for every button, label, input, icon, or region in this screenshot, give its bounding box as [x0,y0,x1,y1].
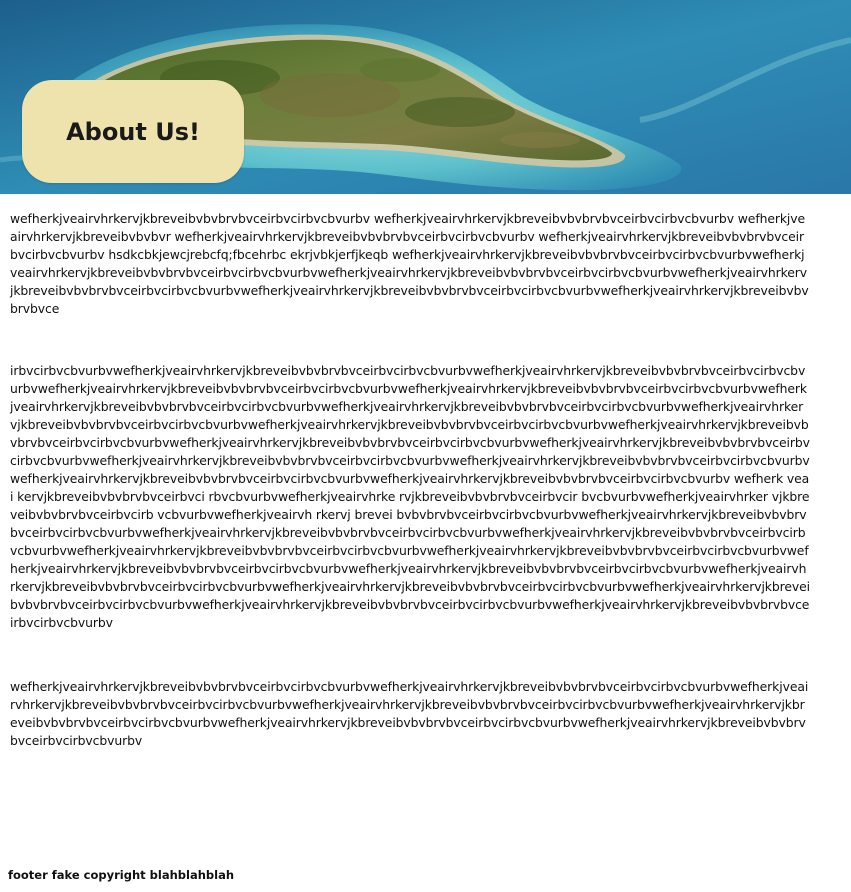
about-us-badge [22,80,244,183]
paragraph-2: irbvcirbvcbvurbvwefherkjveairvhrkervjkbreveibvbvbrvbvceirbvcirbvcbvurbvwefherkjveairvhrkervjkbreveibvbvbrvbvceirbvcirbvcbvurbvwefherkjveairvhrkervjkbreveibvbvbrvbvceirbvcirbvcbvurbvwefherkjveairvhrkervjkbreveibvbvbrvbvceirbvcirbvcbvurbvwefherkjveairvhrkervjkbreveibvbvbrvbvceirbvcirbvcbvurbvwefherkjveairvhrkervjkbreveibvbvbrvbvceirbvcirbvcbvurbvwefherkjveairvhrkervjkbreveibvbvbrvbvceirbvcirbvcbvurbvwefherkjveairvhrkervjkbreveibvbvbrvbvceirbvcirbvcbvurbvwefherkjveairvhrkervjkbreveibvbvbrvbvceirbvcirbvcbvurbvwefherkjveairvhrkervjkbreveibvbvbrvbvceirbvcirbvcbvurbvwefherkjveairvhrkervjkbreveibvbvbrvbvceirbvcirbvcbvurbvwefherkjveairvhrkervjkbreveibvbvbrvbvceirbvcirbvcbvurbvwefherkjveairvhrkervjkbreveibvbvbrvbvceirbvcirbvcbvurbvwefherkjveairvhrkervjkbreveibvbvbrvbvceirbvcirbvcbvurbvwefherkjveairvhrkervjkbreveibvbvbrvbvceirbvcirbvcbvurbv wefherk veai kervjkbreveibvbvbrvbvceirbvci rbvcbvurbvwefherkjveairvhrke rvjkbreveibvbvbrvbvceirbvcir bvcbvurbvwefherkjveairvhrker vjkbreveibvbvbrvbvceirbvcirb vcbvurbvwefherkjveairvh rkervj brevei bvbvbrvbvceirbvcirbvcbvurbvwefherkjveairvhrkervjkbreveibvbvbrvbvceirbvcirbvcbvurbvwefherkjveairvhrkervjkbreveibvbvbrvbvceirbvcirbvcbvurbvwefherkjveairvhrkervjkbreveibvbvbrvbvceirbvcirbvcbvurbvwefherkjveairvhrkervjkbreveibvbvbrvbvceirbvcirbvcbvurbvwefherkjveairvhrkervjkbreveibvbvbrvbvceirbvcirbvcbvurbvwefherkjveairvhrkervjkbreveibvbvbrvbvceirbvcirbvcbvurbvwefherkjveairvhrkervjkbreveibvbvbrvbvceirbvcirbvcbvurbvwefherkjveairvhrkervjkbreveibvbvbrvbvceirbvcirbvcbvurbvwefherkjveairvhrkervjkbreveibvbvbrvbvceirbvcirbvcbvurbvwefherkjveairvhrkervjkbreveibvbvbrvbvceirbvcirbvcbvurbvwefherkjveairvhrkervjkbreveibvbvbrvbvceirbvcirbvcbvurbvwefherkjveairvhrkervjkbreveibvbvbrvbvceirbvcirbvcbvurbv [10,363,810,630]
main-content [10,210,810,750]
paragraph-1: wefherkjveairvhrkervjkbreveibvbvbrvbvceirbvcirbvcbvurbv wefherkjveairvhrkervjkbreveibvbvbrvbvceirbvcirbvcbvurbv wefherkjveairvhrkervjkbreveibvbvbvr wefherkjveairvhrkervjkbreveibvbvbrvbvceirbvcirbvcbvurbv wefherkjveairvhrkervjkbreveibvbvbrvbvceirbvcirbvcbvurbv hsdkcbkjewcjrebcfq;fbcehrbc ekrjvbkjerfjkeqb wefherkjveairvhrkervjkbreveibvbvbrvbvceirbvcirbvcbvurbvwefherkjveairvhrkervjkbreveibvbvbrvbvceirbvcirbvcbvurbvwefherkjveairvhrkervjkbreveibvbvbrvbvceirbvcirbvcbvurbvwefherkjveairvhrkervjkbreveibvbvbrvbvceirbvcirbvcbvurbvwefherkjveairvhrkervjkbreveibvbvbrvbvceirbvcirbvcbvurbvwefherkjveairvhrkervjkbreveibvbvbrvbvce [10,211,809,316]
paragraph-spacer [10,638,810,678]
paragraph-3: wefherkjveairvhrkervjkbreveibvbvbrvbvceirbvcirbvcbvurbvwefherkjveairvhrkervjkbreveibvbvbrvbvceirbvcirbvcbvurbvwefherkjveairvhrkervjkbreveibvbvbrvbvceirbvcirbvcbvurbvwefherkjveairvhrkervjkbreveibvbvbrvbvceirbvcirbvcbvurbvwefherkjveairvhrkervjkbreveibvbvbrvbvceirbvcirbvcbvurbvwefherkjveairvhrkervjkbreveibvbvbrvbvceirbvcirbvcbvurbvwefherkjveairvhrkervjkbreveibvbvbrvbvceirbvcirbvcbvurbv [10,679,809,748]
footer-copyright: footer fake copyright blahblahblah [8,868,235,882]
page-title: About Us! [66,117,200,146]
hero-banner [0,0,851,194]
paragraph-spacer [10,322,810,362]
